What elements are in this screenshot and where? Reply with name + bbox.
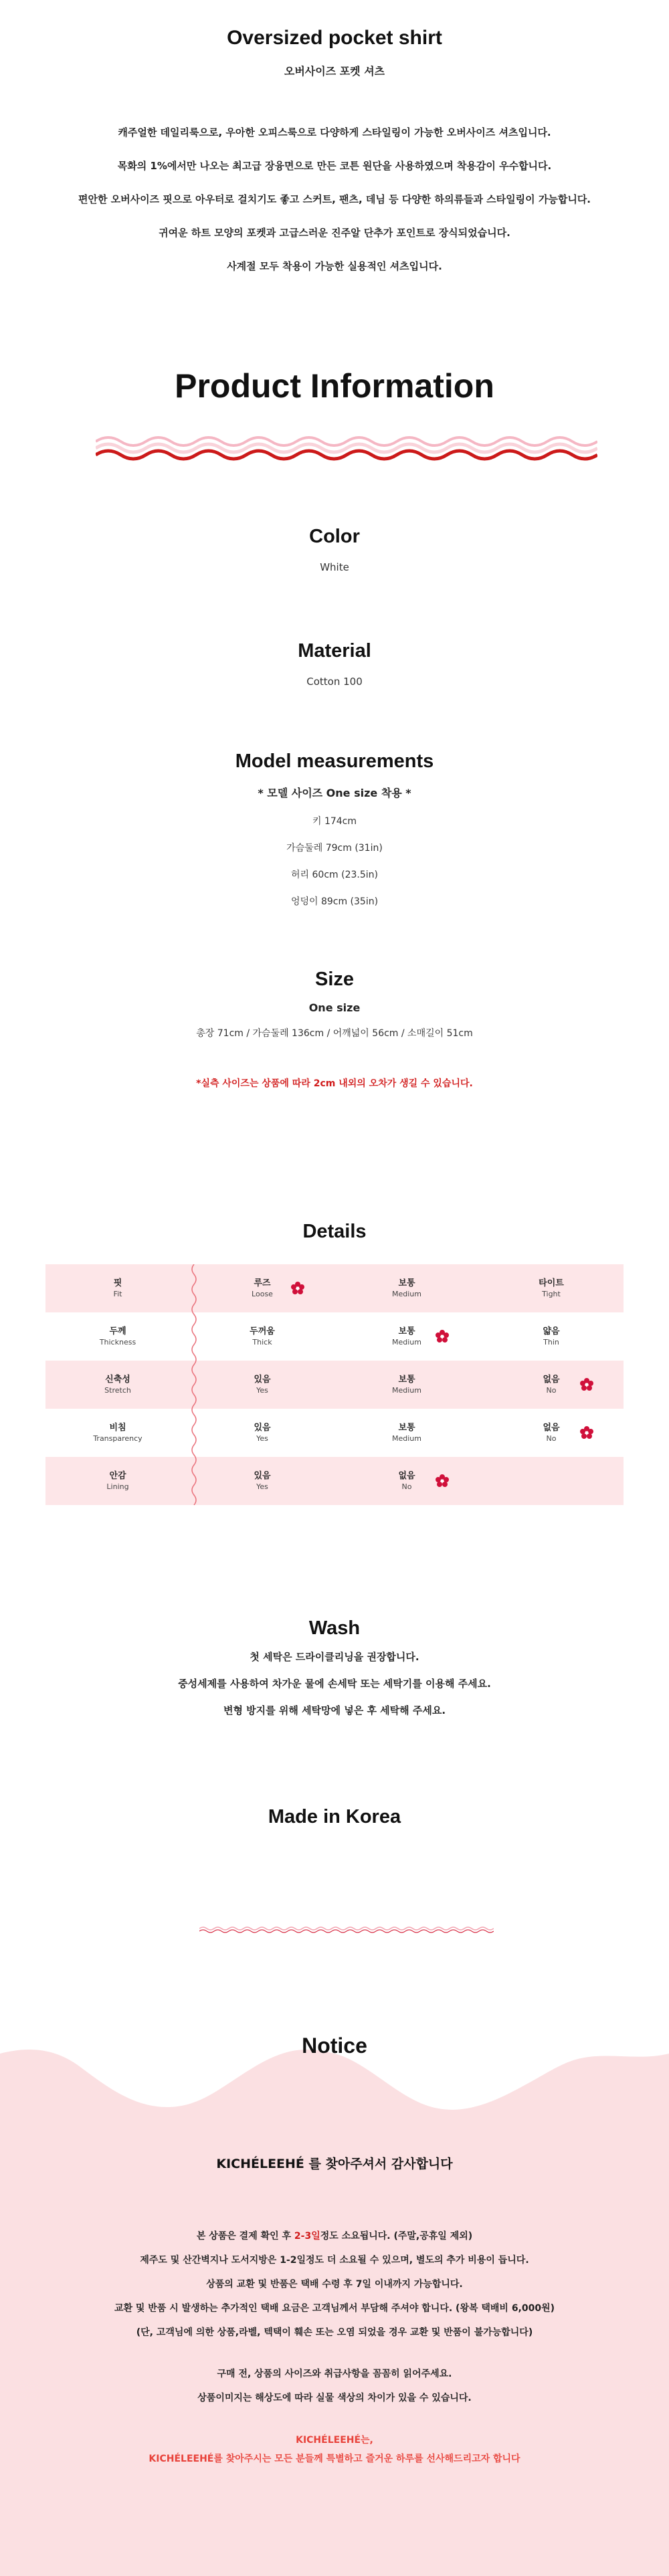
details-row (45, 1409, 624, 1457)
purchase-note-line: 구매 전, 상품의 사이즈와 취급사항을 꼼꼼히 읽어주세요. (217, 2369, 452, 2379)
details-row-label (45, 1361, 190, 1409)
option-en: No (546, 1434, 557, 1443)
model-section (0, 751, 669, 915)
details-row-label (45, 1409, 190, 1457)
option-en: No (401, 1482, 412, 1491)
option-ko: 타이트 (539, 1278, 564, 1288)
option-ko: 보통 (398, 1375, 415, 1385)
details-row (45, 1312, 624, 1361)
details-heading: Details (302, 1221, 367, 1242)
product-title: Oversized pocket shirt (227, 27, 442, 49)
wave-divider (96, 435, 597, 468)
size-tolerance-note: *실측 사이즈는 상품에 따라 2cm 내외의 오차가 생길 수 있습니다. (196, 1078, 473, 1089)
label-ko: 핏 (113, 1278, 122, 1288)
material-heading: Material (298, 640, 371, 662)
label-ko: 두께 (109, 1326, 126, 1336)
size-heading: Size (314, 969, 355, 990)
material-section (0, 640, 669, 688)
model-measure-item: 엉덩이 89cm (35in) (290, 896, 379, 907)
notice-section (0, 2154, 669, 2410)
option-ko: 있음 (254, 1471, 271, 1481)
details-option (334, 1457, 479, 1505)
material-value: Cotton 100 (306, 676, 363, 688)
label-en: Fit (113, 1290, 122, 1298)
details-option (190, 1361, 334, 1409)
intro-line: 귀여운 하트 모양의 포켓과 고급스러운 진주알 단추가 포인트로 장식되었습니다. (159, 227, 510, 239)
selected-flower-icon (579, 1377, 594, 1392)
wash-section (0, 1617, 669, 1724)
option-ko: 없음 (398, 1471, 415, 1481)
label-ko: 신축성 (105, 1375, 130, 1385)
size-name: One size (308, 1001, 361, 1014)
details-option (190, 1264, 334, 1312)
wash-line: 첫 세탁은 드라이클리닝을 권장합니다. (250, 1651, 419, 1663)
model-measure-list (0, 808, 669, 915)
shipping-line: 제주도 및 산간벽지나 도서지방은 1-2일정도 더 소요될 수 있으며, 별도의 추가 비용이 듭니다. (140, 2255, 529, 2266)
intro-line: 목화의 1%에서만 나오는 최고급 장융면으로 만든 코튼 원단을 사용하였으며 착용감이 우수합니다. (117, 160, 552, 172)
model-measure-item: 허리 60cm (23.5in) (291, 870, 378, 880)
product-subtitle: 오버사이즈 포켓 셔츠 (284, 65, 385, 78)
wash-line: 변형 방지를 위해 세탁망에 넣은 후 세탁해 주세요. (223, 1704, 446, 1716)
details-option (190, 1457, 334, 1505)
option-en: Loose (252, 1290, 273, 1298)
label-en: Thickness (99, 1338, 136, 1347)
intro-line: 편안한 오버사이즈 핏으로 아우터로 걸치기도 좋고 스커트, 팬츠, 데님 등 다양한 하의류들과 스타일링이 가능합니다. (78, 193, 591, 205)
details-row (45, 1264, 624, 1312)
color-section (0, 526, 669, 573)
selected-flower-icon (579, 1425, 594, 1440)
details-option (479, 1312, 624, 1361)
product-information-heading: Product Information (175, 367, 494, 405)
details-row-label (45, 1264, 190, 1312)
intro-line: 캐주얼한 데일리룩으로, 우아한 오피스룩으로 다양하게 스타일링이 가능한 오버사이즈 셔츠입니다. (118, 126, 551, 138)
model-size-note: * 모델 사이즈 One size 착용 * (258, 787, 411, 799)
shipping-policy (0, 2224, 669, 2345)
option-ko: 보통 (398, 1278, 415, 1288)
intro-section (0, 27, 669, 290)
intro-description (0, 122, 669, 290)
option-ko: 루즈 (254, 1278, 271, 1288)
label-en: Stretch (104, 1386, 131, 1395)
details-option (190, 1409, 334, 1457)
option-en: Thick (252, 1338, 272, 1347)
option-en: Yes (256, 1482, 268, 1491)
details-option (479, 1361, 624, 1409)
brand-line: KICHÉLEEHÉ는, (296, 2435, 373, 2446)
option-en: Medium (392, 1386, 421, 1395)
details-row (45, 1361, 624, 1409)
label-en: Transparency (93, 1434, 142, 1443)
selected-flower-icon (435, 1474, 450, 1488)
option-en: Yes (256, 1386, 268, 1395)
option-en: Medium (392, 1338, 421, 1347)
option-ko: 두꺼움 (250, 1326, 275, 1336)
color-heading: Color (309, 526, 360, 547)
small-wave-divider (199, 1923, 494, 1937)
intro-line: 사계절 모두 착용이 가능한 실용적인 셔츠입니다. (227, 260, 442, 272)
option-en: Yes (256, 1434, 268, 1443)
selected-flower-icon (290, 1281, 305, 1296)
notice-heading: Notice (302, 2034, 367, 2058)
color-value: White (320, 561, 349, 573)
details-option (334, 1409, 479, 1457)
shipping-line: 상품의 교환 및 반품은 택배 수령 후 7일 이내까지 가능합니다. (206, 2279, 463, 2290)
option-ko: 보통 (398, 1423, 415, 1433)
details-row (45, 1457, 624, 1505)
option-en: Tight (542, 1290, 561, 1298)
details-option (479, 1264, 624, 1312)
details-divider-line (190, 1264, 198, 1505)
model-measure-item: 가슴둘레 79cm (31in) (286, 843, 383, 854)
made-in-heading: Made in Korea (268, 1806, 401, 1827)
option-en: No (546, 1386, 557, 1395)
size-section (0, 969, 669, 1090)
label-en: Lining (106, 1482, 129, 1491)
wash-instructions (0, 1644, 669, 1724)
details-option (190, 1312, 334, 1361)
size-dimensions: 총장 71cm / 가슴둘레 136cm / 어깨넓이 56cm / 소매길이 51cm (196, 1028, 473, 1039)
details-option (479, 1409, 624, 1457)
brand-message (0, 2431, 669, 2468)
model-heading: Model measurements (235, 751, 434, 772)
option-ko: 있음 (254, 1375, 271, 1385)
model-measure-item: 키 174cm (312, 816, 357, 827)
option-ko: 얇음 (543, 1326, 560, 1336)
shipping-line: (단, 고객님에 의한 상품,라벨, 텍택이 훼손 또는 오염 되었을 경우 교환 및 반품이 불가능합니다) (136, 2327, 533, 2338)
thanks-message: KICHÉLEEHÉ 를 찾아주셔서 감사합니다 (216, 2157, 453, 2171)
details-option (334, 1361, 479, 1409)
purchase-notes (0, 2362, 669, 2410)
details-row-label (45, 1457, 190, 1505)
option-ko: 없음 (543, 1375, 560, 1385)
details-option (334, 1264, 479, 1312)
wash-heading: Wash (308, 1617, 361, 1639)
label-ko: 안감 (109, 1471, 126, 1481)
option-en: Thin (543, 1338, 559, 1347)
selected-flower-icon (435, 1329, 450, 1344)
option-en: Medium (392, 1434, 421, 1443)
shipping-line: 교환 및 반품 시 발생하는 추가적인 택배 요금은 고객님께서 부담해 주셔야 합니다. (왕복 택배비 6,000원) (114, 2303, 555, 2314)
option-ko: 있음 (254, 1423, 271, 1433)
delivery-days-highlight: 2-3일 (294, 2231, 320, 2242)
label-ko: 비침 (109, 1423, 126, 1433)
option-ko: 보통 (398, 1326, 415, 1336)
purchase-note-line: 상품이미지는 해상도에 따라 실물 색상의 차이가 있을 수 있습니다. (197, 2393, 472, 2403)
details-table (45, 1264, 624, 1505)
details-row-label (45, 1312, 190, 1361)
option-ko: 없음 (543, 1423, 560, 1433)
details-option (334, 1312, 479, 1361)
wash-line: 중성세제를 사용하여 차가운 물에 손세탁 또는 세탁기를 이용해 주세요. (178, 1678, 491, 1690)
option-en: Medium (392, 1290, 421, 1298)
shipping-line: 본 상품은 결제 확인 후 2-3일정도 소요됩니다. (주말,공휴일 제외) (196, 2231, 473, 2242)
brand-line: KICHÉLEEHÉ를 찾아주시는 모든 분들께 특별하고 즐거운 하루를 선사해드리고자 합니다 (149, 2454, 520, 2464)
